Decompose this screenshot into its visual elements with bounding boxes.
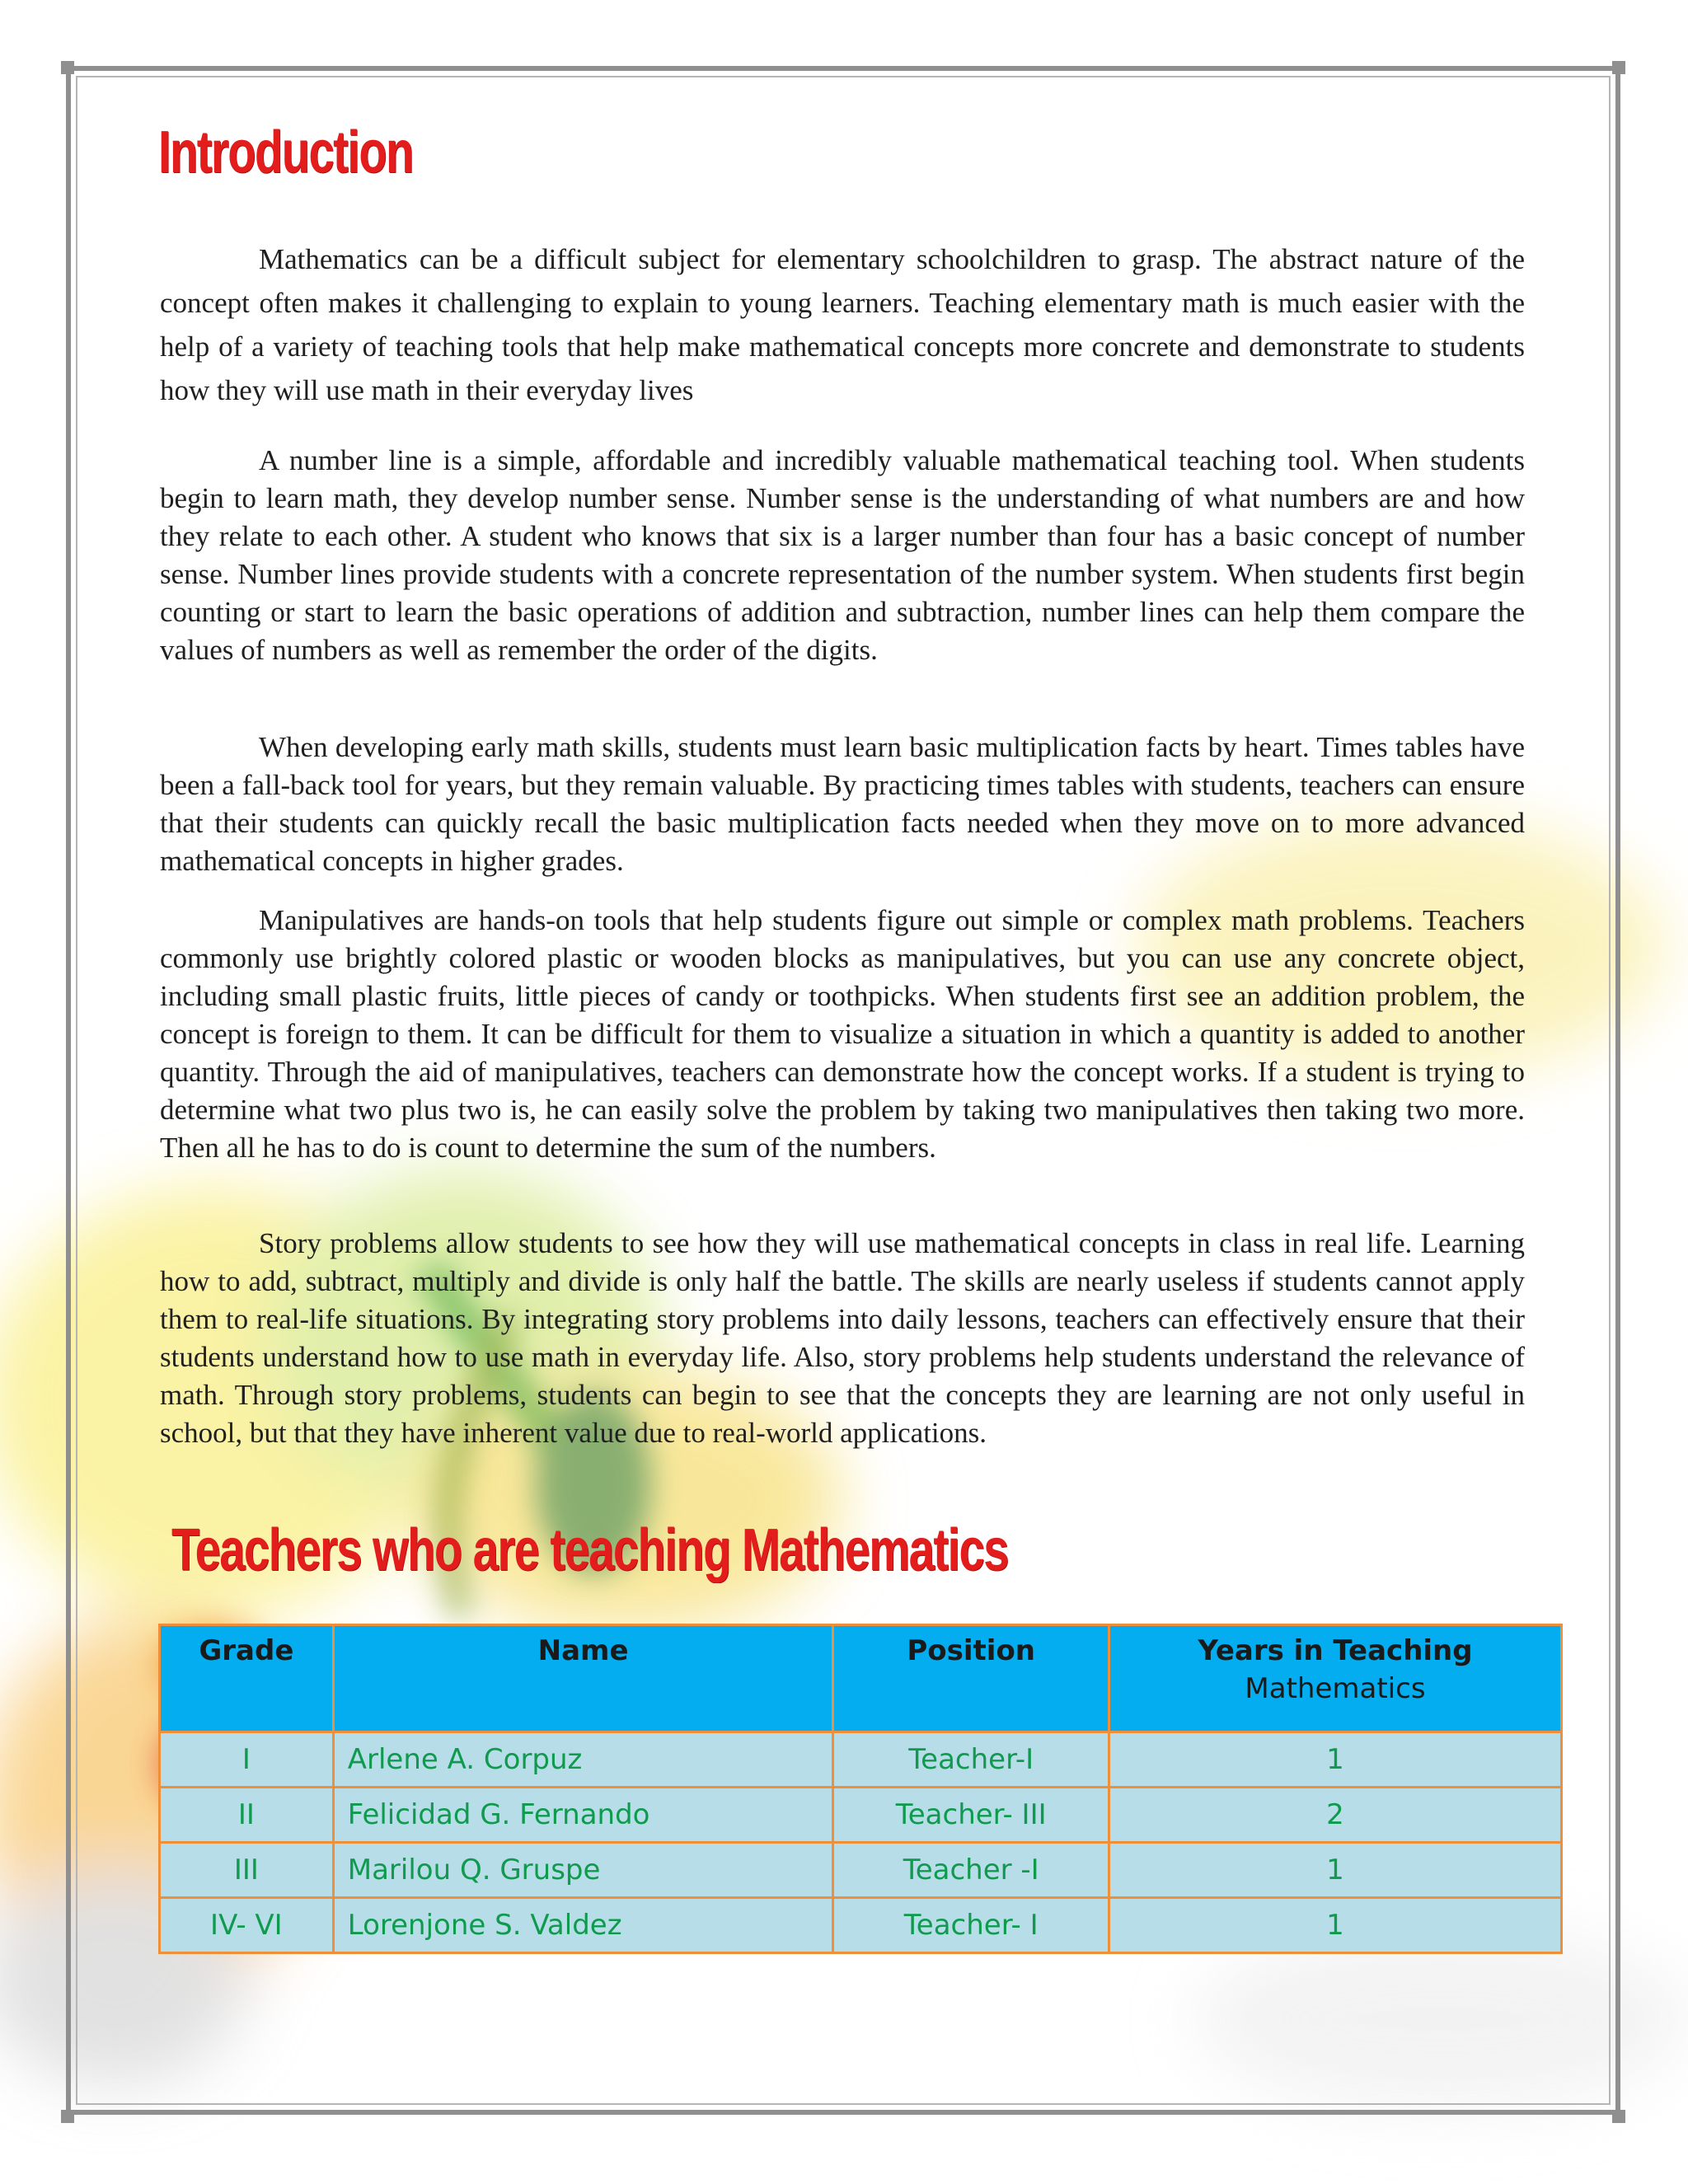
cell-position: Teacher- III	[833, 1788, 1109, 1843]
table-header-row	[160, 1625, 1562, 1732]
cell-name: Marilou Q. Gruspe	[333, 1843, 833, 1898]
frame-corner	[1612, 61, 1625, 74]
column-header-years-label: Years in Teaching	[1198, 1634, 1473, 1667]
frame-corner	[1612, 2110, 1625, 2123]
paragraph-text: Story problems allow students to see how they will use mathematical concepts in class in real life. Learning how to add, subtract, multiply and divide is only half the battle. The skills are nearly useless if students cannot apply them to real-life situations. By integrating story problems into daily lessons, teachers can effectively ensure that their students understand how to use math in everyday life. Also, story problems help students understand the relevance of math. Through story problems, students can begin to see that the concepts they are learning are not only useful in school, but that they have inherent value due to real-world applications.	[160, 1227, 1525, 1449]
cell-grade: III	[160, 1843, 334, 1898]
cell-position: Teacher- I	[833, 1898, 1109, 1953]
paragraph-intro	[160, 237, 1525, 412]
cell-position: Teacher-I	[833, 1732, 1109, 1788]
cell-years: 1	[1109, 1898, 1561, 1953]
column-header-name: Name	[333, 1625, 833, 1732]
paragraph-text: A number line is a simple, affordable and incredibly valuable mathematical teaching tool. When students begin to learn math, they develop number sense. Number sense is the understanding of what numbers are and how they relate to each other. A student who knows that six is a larger number than four has a basic concept of number sense. Number lines provide students with a concrete representation of the number system. When students first begin counting or start to learn the basic operations of addition and subtraction, number lines can help them compare the values of numbers as well as remember the order of the digits.	[160, 444, 1525, 666]
cell-position: Teacher -I	[833, 1843, 1109, 1898]
table-row	[160, 1898, 1562, 1953]
column-header-position: Position	[833, 1625, 1109, 1732]
paragraph-times-tables	[160, 729, 1525, 880]
teachers-table	[158, 1624, 1563, 1954]
cell-name: Felicidad G. Fernando	[333, 1788, 833, 1843]
paragraph-number-line	[160, 442, 1525, 669]
cell-name: Lorenjone S. Valdez	[333, 1898, 833, 1953]
paragraph-manipulatives	[160, 902, 1525, 1167]
column-header-years	[1109, 1625, 1561, 1732]
frame-corner	[61, 2110, 74, 2123]
column-header-years-sublabel: Mathematics	[1245, 1672, 1426, 1705]
table-row	[160, 1843, 1562, 1898]
introduction-heading: Introduction	[158, 120, 413, 185]
table-row	[160, 1788, 1562, 1843]
teachers-heading: Teachers who are teaching Mathematics	[171, 1517, 1008, 1583]
cell-name: Arlene A. Corpuz	[333, 1732, 833, 1788]
column-header-grade: Grade	[160, 1625, 334, 1732]
paragraph-story-problems	[160, 1225, 1525, 1452]
paragraph-text: Mathematics can be a difficult subject for elementary schoolchildren to grasp. The abstract nature of the concept often makes it challenging to explain to young learners. Teaching elementary math is much easier with the help of a variety of teaching tools that help make mathematical concepts more concrete and demonstrate to students how they will use math in their everyday lives	[160, 243, 1525, 406]
cell-grade: I	[160, 1732, 334, 1788]
cell-years: 1	[1109, 1843, 1561, 1898]
cell-years: 2	[1109, 1788, 1561, 1843]
frame-corner	[61, 61, 74, 74]
paragraph-text: Manipulatives are hands-on tools that help students figure out simple or complex math problems. Teachers commonly use brightly colored plastic or wooden blocks as manipulatives, but you can use any concrete object, including small plastic fruits, little pieces of candy or toothpicks. When students first see an addition problem, the concept is foreign to them. It can be difficult for them to visualize a situation in which a quantity is added to another quantity. Through the aid of manipulatives, teachers can demonstrate how the concept works. If a student is trying to determine what two plus two is, he can easily solve the problem by taking two manipulatives then taking two more. Then all he has to do is count to determine the sum of the numbers.	[160, 904, 1525, 1164]
table-row	[160, 1732, 1562, 1788]
cell-grade: II	[160, 1788, 334, 1843]
cell-grade: IV- VI	[160, 1898, 334, 1953]
cell-years: 1	[1109, 1732, 1561, 1788]
paragraph-text: When developing early math skills, students must learn basic multiplication facts by heart. Times tables have been a fall-back tool for years, but they remain valuable. By practicing times tables with students, teachers can ensure that their students can quickly recall the basic multiplication facts needed when they move on to more advanced mathematical concepts in higher grades.	[160, 731, 1525, 877]
